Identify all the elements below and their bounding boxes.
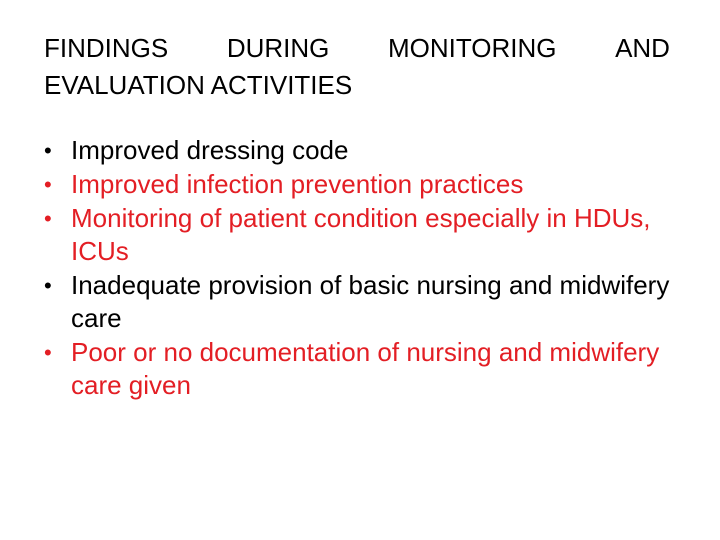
bullet-text: Improved dressing code xyxy=(71,135,349,165)
bullet-item xyxy=(44,134,684,167)
bullet-text: Poor or no documentation of nursing and midwifery care given xyxy=(71,337,660,400)
bullet-item xyxy=(44,168,684,201)
title-word: MONITORING xyxy=(387,33,557,63)
bullet-dot-icon: • xyxy=(44,206,52,231)
bullet-dot-icon: • xyxy=(44,138,52,163)
title-line-2: EVALUATION ACTIVITIES xyxy=(44,70,353,100)
slide-title xyxy=(44,30,670,104)
title-word: DURING xyxy=(226,33,330,63)
bullet-text: Improved infection prevention practices xyxy=(71,169,524,199)
bullet-dot-icon: • xyxy=(44,340,52,365)
bullet-list xyxy=(44,134,684,403)
bullet-dot-icon: • xyxy=(44,172,52,197)
bullet-item xyxy=(44,202,684,268)
bullet-text: Monitoring of patient condition especially in HDUs, ICUs xyxy=(71,203,651,266)
bullet-dot-icon: • xyxy=(44,273,52,298)
bullet-text: Inadequate provision of basic nursing and midwifery care xyxy=(71,270,670,333)
bullet-item xyxy=(44,269,684,335)
bullet-item xyxy=(44,336,684,402)
title-word: FINDINGS xyxy=(44,33,169,63)
title-word: AND xyxy=(615,33,670,63)
title-line-1 xyxy=(44,30,670,67)
